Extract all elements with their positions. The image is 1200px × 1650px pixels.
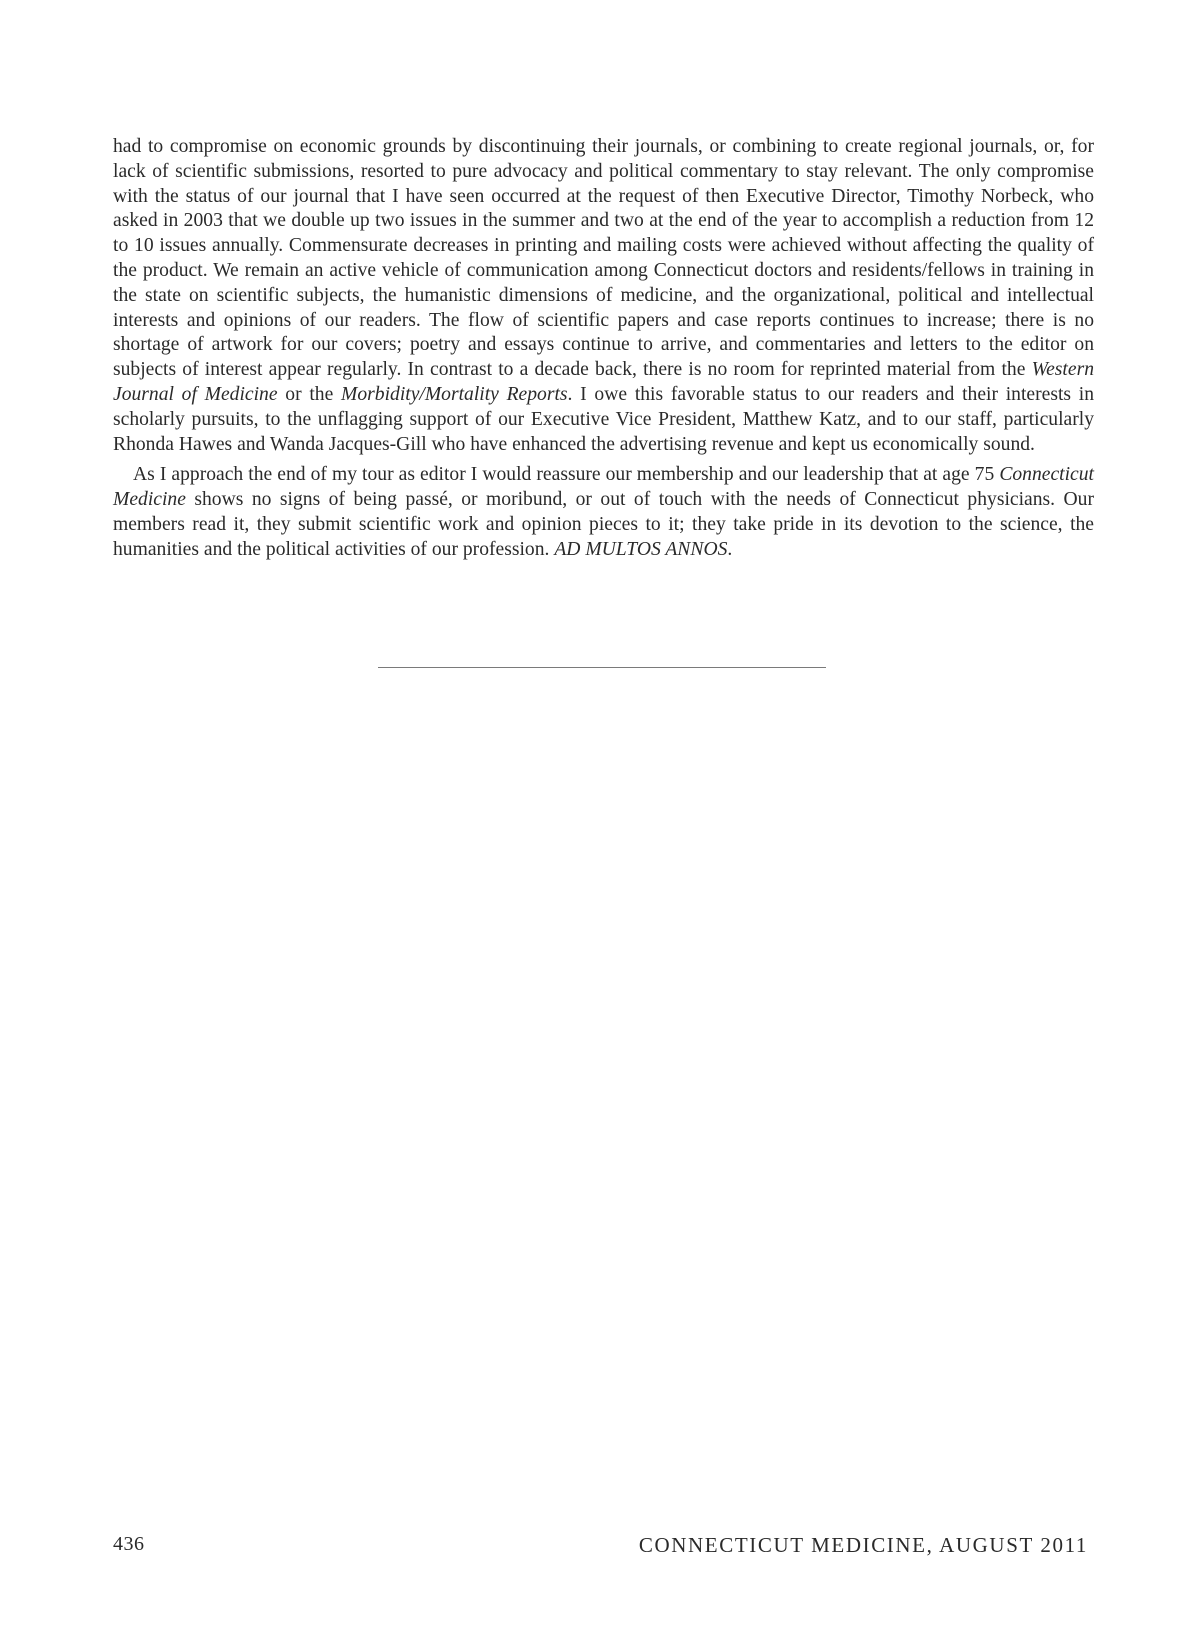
article-body xyxy=(113,135,1094,563)
paragraph-1-text-b: or the xyxy=(277,383,342,405)
paragraph-1 xyxy=(113,135,1094,457)
closing-phrase: AD MULTOS ANNOS xyxy=(554,538,728,560)
running-footer-title: CONNECTICUT MEDICINE, AUGUST 2011 xyxy=(638,1533,1088,1557)
paragraph-1-text-c: . I owe this favorable status to our readers and their interests in scholarly pursuits, to the unflagging support of our Executive Vice President, Matthew Katz, and to our staff, particularly Rhonda Hawes and Wanda Jacques-Gill who have enhanced the advertising revenue and kept us economically sound. xyxy=(113,383,1094,455)
paragraph-1-text-a: had to compromise on economic grounds by discontinuing their journals, or combining to create regional journals, or, for lack of scientific submissions, resorted to pure advocacy and political commentary to stay relevant. The only compromise with the status of our journal that I have seen occurred at the request of then Executive Director, Timothy Norbeck, who asked in 2003 that we double up two issues in the summer and two at the end of the year to accomplish a reduction from 12 to 10 issues annually. Commensurate decreases in printing and mailing costs were achieved without affecting the quality of the product. We remain an active vehicle of communication among Connecticut doctors and residents/fellows in training in the state on scientific subjects, the humanistic dimensions of medicine, and the organizational, political and intellectual interests and opinions of our readers. The flow of scientific papers and case reports continues to increase; there is no shortage of artwork for our covers; poetry and essays continue to arrive, and commentaries and letters to the editor on subjects of interest appear regularly. In contrast to a decade back, there is no room for reprinted material from the xyxy=(113,136,1094,381)
western-journal-title: Western Journal of Medicine xyxy=(113,359,1094,405)
paragraph-2-text-a: As I approach the end of my tour as editor I would reassure our membership and our leadership that at age 75 xyxy=(133,464,1000,486)
page-number: 436 xyxy=(113,1533,145,1555)
paragraph-2 xyxy=(113,463,1094,562)
mmwr-title: Morbidity/Mortality Reports xyxy=(341,383,568,405)
section-divider xyxy=(378,667,826,668)
paragraph-2-text-c: . xyxy=(727,538,733,560)
journal-title: Connecticut Medicine xyxy=(113,464,1094,511)
paragraph-2-text-b: shows no signs of being passé, or moribund, or out of touch with the needs of Connecticut physicians. Our members read it, they submit scientific work and opinion pieces to it; they take pride in its devotion to the science, the humanities and the political activities of our profession. xyxy=(113,489,1094,560)
